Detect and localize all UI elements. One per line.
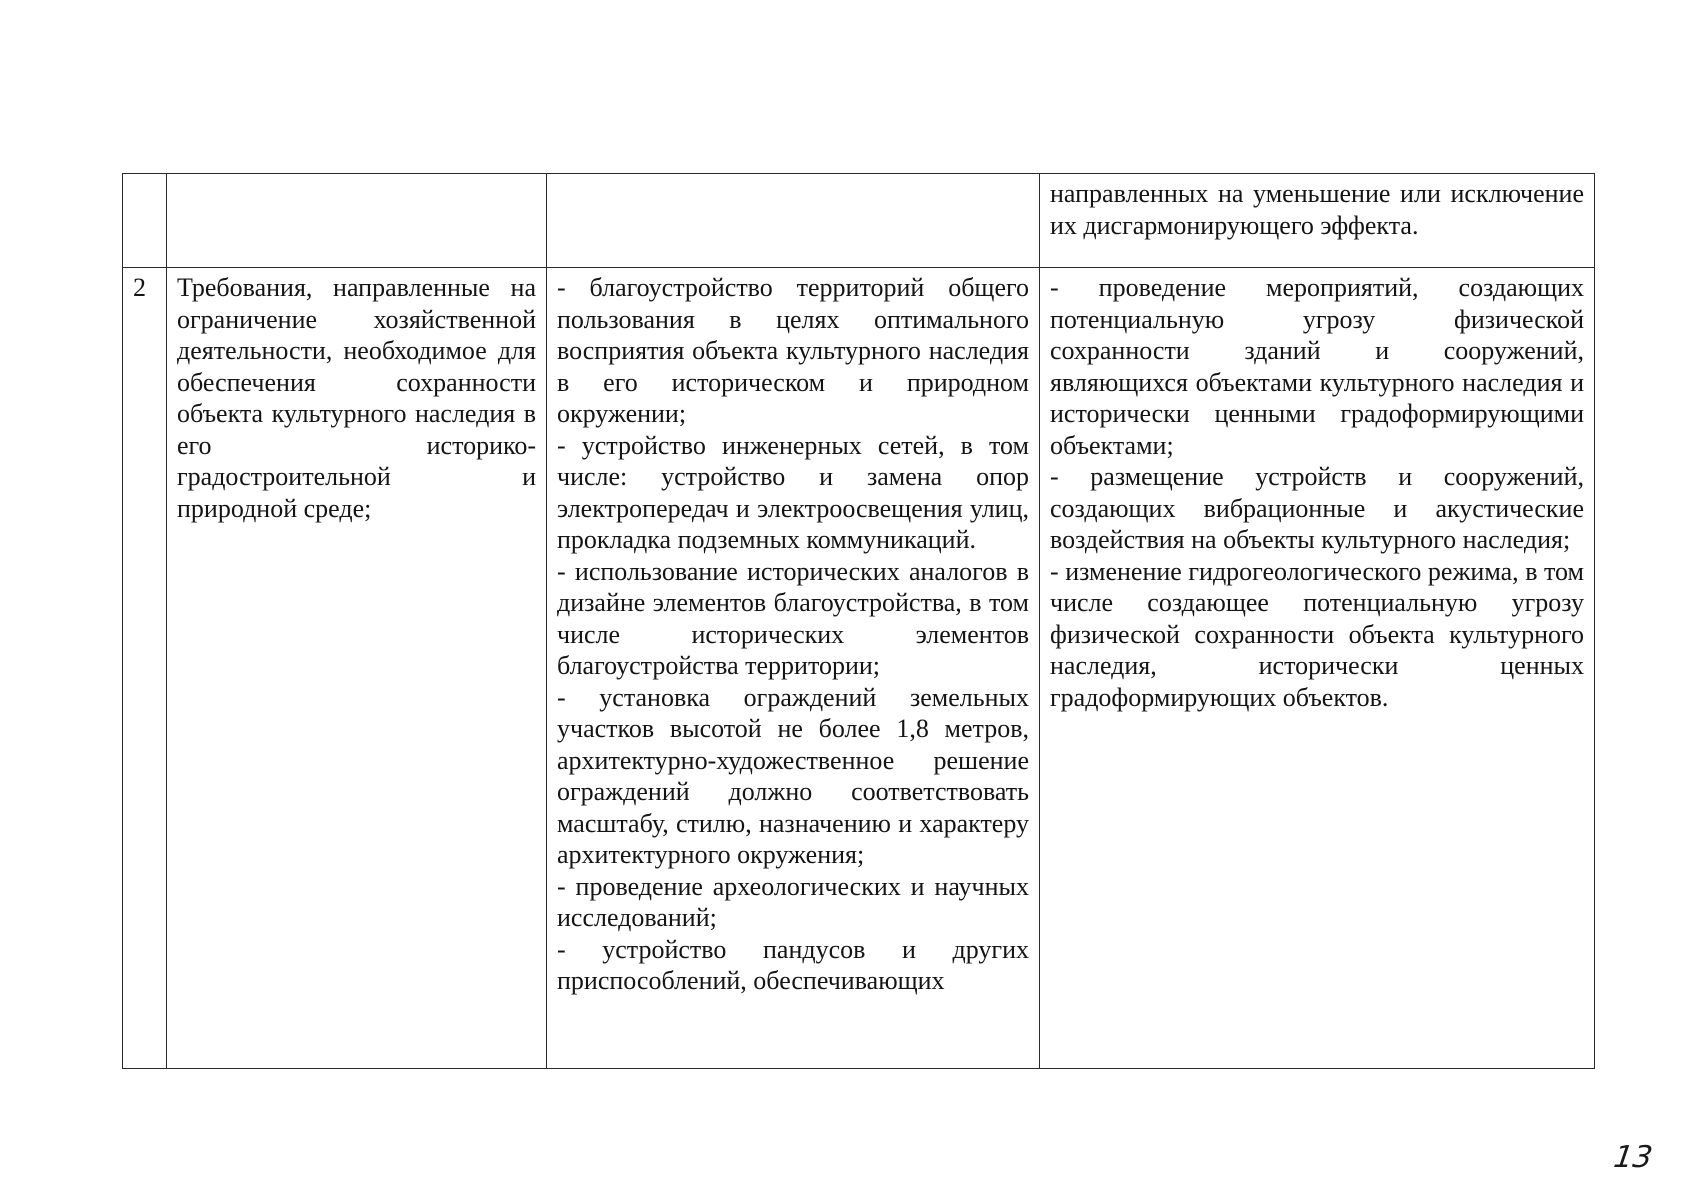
cell-allowed xyxy=(547,174,1040,268)
allowed-item: - проведение археологических и научных исследований; xyxy=(557,871,1029,932)
allowed-item: - использование исторических аналогов в дизайне элементов благоустройства, в том числе исторических элементов благоустройства территории; xyxy=(557,556,1029,680)
requirements-table xyxy=(122,173,1595,1069)
cell-requirement: Требования, направленные на ограничение хозяйственной деятельности, необходимое для обеспечения сохранности объекта культурного наследия в его историко-градостроительной и природной среде; xyxy=(167,268,547,1069)
allowed-item: - установка ограждений земельных участков высотой не более 1,8 метров, архитектурно-художественное решение ограждений должно соответствовать масштабу, стилю, назначению и характеру архитектурного окружения; xyxy=(557,682,1029,869)
cell-forbidden: направленных на уменьшение или исключение их дисгармонирующего эффекта. xyxy=(1040,174,1595,268)
forbidden-item: - проведение мероприятий, создающих потенциальную угрозу физической сохранности зданий и сооружений, являющихся объектами культурного наследия и исторически ценными градоформирующими объектами; xyxy=(1050,273,1584,460)
table-row-continuation xyxy=(123,174,1595,268)
page-number: 13 xyxy=(1611,1140,1655,1175)
allowed-item: - устройство инженерных сетей, в том числе: устройство и замена опор электропередач и электроосвещения улиц, прокладка подземных коммуникаций. xyxy=(557,430,1029,554)
cell-allowed xyxy=(547,268,1040,1069)
table-row xyxy=(123,268,1595,1069)
allowed-item: - благоустройство территорий общего пользования в целях оптимального восприятия объекта культурного наследия в его историческом и природном окружении; xyxy=(557,273,1029,428)
cell-number xyxy=(123,174,167,268)
forbidden-item: - изменение гидрогеологического режима, в том числе создающее потенциальную угрозу физической сохранности объекта культурного наследия, исторически ценных градоформирующих объектов. xyxy=(1050,556,1584,712)
cell-number: 2 xyxy=(123,268,167,1069)
forbidden-item: - размещение устройств и сооружений, создающих вибрационные и акустические воздействия на объекты культурного наследия; xyxy=(1050,462,1584,554)
cell-requirement xyxy=(167,174,547,268)
allowed-item: - устройство пандусов и других приспособлений, обеспечивающих xyxy=(557,934,1029,995)
cell-forbidden xyxy=(1040,268,1595,1069)
